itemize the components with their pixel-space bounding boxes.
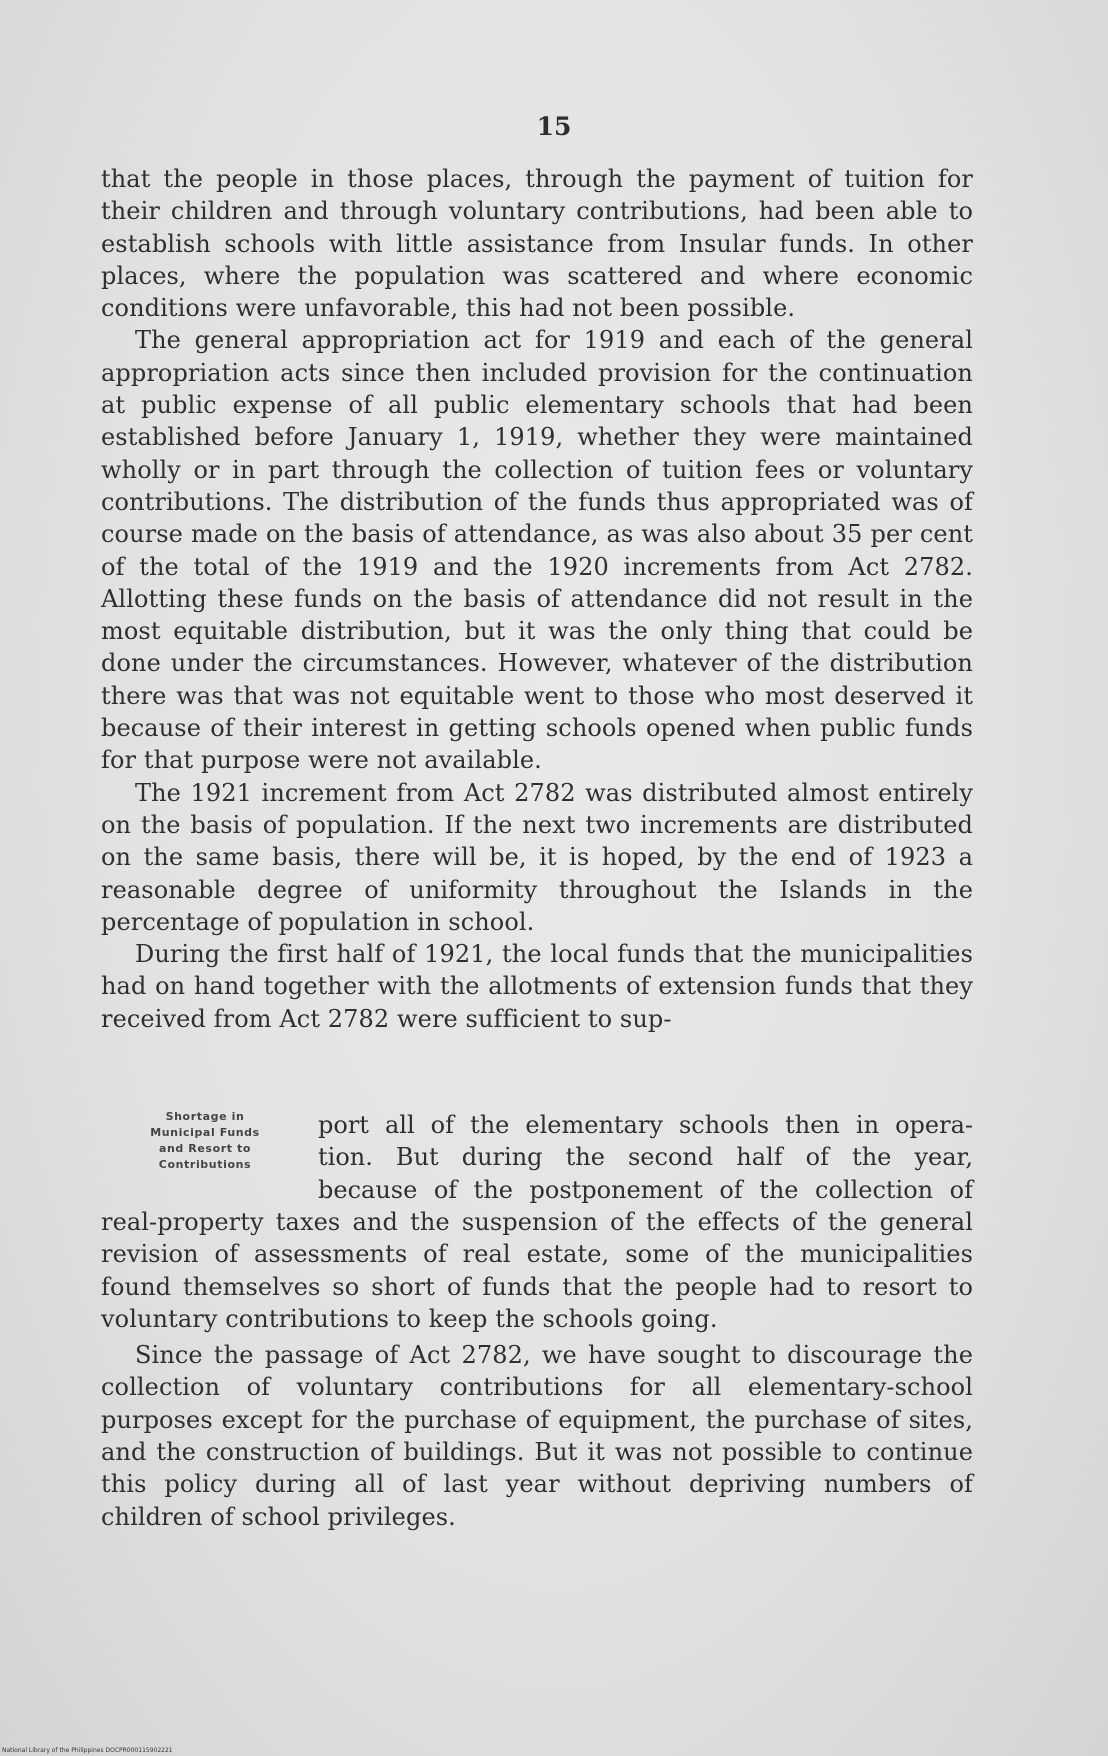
margin-note <box>120 1109 290 1173</box>
footer-credit: National Library of the Philippines DOCPR000115902221 <box>2 1747 173 1754</box>
margin-note-line: and Resort to <box>158 1142 252 1155</box>
margin-note-line: Shortage in <box>165 1110 245 1123</box>
paragraph: The 1921 increment from Act 2782 was distributed almost entirely on the basis of population. If the next two increments are distributed on the same basis, there will be, it is hoped, by the end of 1923 a reasonable degree of uniformity throughout the Islands in the percentage of population in school. <box>101 778 973 936</box>
margin-note-line: Contributions <box>158 1158 252 1171</box>
paragraph: During the first half of 1921, the local funds that the municipalities had on hand together with the allotments of extension funds that they received from Act 2782 were sufficient to sup- <box>101 940 973 1033</box>
text-line: tion. But during the second half of the year, <box>318 1143 973 1172</box>
text-beside-margin-note <box>318 1109 973 1206</box>
paragraph: Since the passage of Act 2782, we have sought to discourage the collection of voluntary contributions for all elementary-school purposes except for the purchase of equipment, the purchase of sites, and the construction of buildings. But it was not possible to continue this policy during all of last year without depriving numbers of children of school privileges. <box>101 1341 973 1531</box>
paragraph: real-property taxes and the suspension of the effects of the general revision of assessments of real estate, some of the municipalities found themselves so short of funds that the people had to resort to voluntary contributions to keep the schools going. <box>101 1208 973 1333</box>
paragraph: The general appropriation act for 1919 and each of the general appropriation acts since then included provision for the continuation at public expense of all public elementary schools that had been established before January 1, 1919, whether they were maintained wholly or in part through the collection of tuition fees or voluntary contributions. The distribution of the funds thus appropriated was of course made on the basis of attendance, as was also about 35 per cent of the total of the 1919 and the 1920 increments from Act 2782. Allotting these funds on the basis of attendance did not result in the most equitable distribution, but it was the only thing that could be done under the circumstances. However, whatever of the distribution there was that was not equitable went to those who most deserved it because of their interest in getting schools opened when public funds for that purpose were not available. <box>101 326 973 775</box>
text-line: because of the postponement of the collection of <box>318 1175 973 1204</box>
margin-note-line: Municipal Funds <box>150 1126 260 1139</box>
text-line: port all of the elementary schools then in opera- <box>318 1111 973 1139</box>
page-number: 15 <box>536 112 572 141</box>
text-block-bottom <box>101 1206 973 1533</box>
text-block-top <box>101 163 973 1035</box>
paragraph: that the people in those places, through the payment of tuition for their children and through voluntary contributions, had been able to establish schools with little assistance from Insular funds. In other places, where the population was scattered and where economic conditions were unfavorable, this had not been possible. <box>101 165 973 323</box>
